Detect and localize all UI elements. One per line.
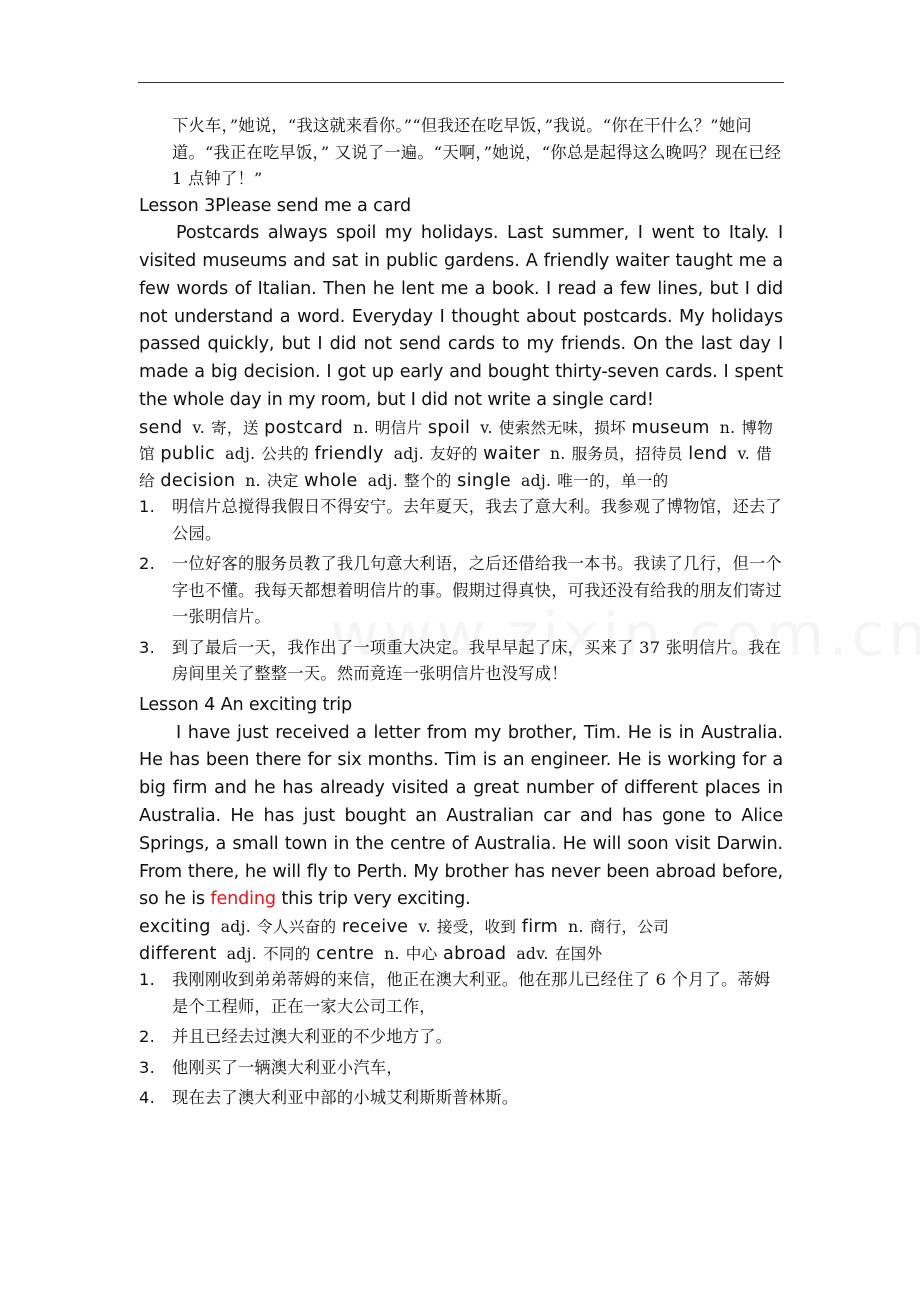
lesson3-passage: Postcards always spoil my holidays. Last summer, I went to Italy. I visited museums and sat in public gardens. A friendly waiter taught me a few words of Italian. Then he lent me a book. I read a few lines, but I did not understand a word. Everyday I thought about postcards. My holidays passed quickly, but I did not send cards to my friends. On the last day I made a big decision. I got up early and bought thirty-seven cards. I spent the whole day in my room, but I did not write a single card!: [139, 223, 783, 411]
vocab-word: museum: [631, 417, 710, 438]
item-text: 现在去了澳大利亚中部的小城艾利斯斯普林斯。: [172, 1088, 519, 1108]
vocab-pos: n.: [719, 418, 736, 437]
item-text: 我刚刚收到弟弟蒂姆的来信，他正在澳大利亚。他在那儿已经住了 6 个月了。蒂姆是个工程师，正在一家大公司工作，: [172, 970, 771, 1016]
vocab-meaning: 使索然无味，损坏: [498, 418, 626, 437]
vocab-pos: v.: [418, 918, 431, 937]
translation-item: [139, 1085, 783, 1112]
vocab-pos: adj.: [367, 471, 398, 490]
vocab-meaning: 令人兴奋的: [256, 918, 337, 937]
vocab-word: exciting: [139, 917, 211, 938]
item-number: 2.: [139, 554, 156, 574]
vocab-pos: adj.: [225, 445, 256, 464]
vocab-word: different: [139, 943, 217, 964]
vocab-word: lend: [688, 444, 728, 465]
vocab-meaning: 唯一的，单一的: [557, 471, 669, 490]
translation-item: [139, 494, 783, 547]
lesson3-translations: [139, 494, 783, 688]
lesson4-title: Lesson 4 An exciting trip: [139, 694, 353, 715]
lesson4-translations: [139, 967, 783, 1112]
vocab-meaning: 服务员，招待员: [571, 445, 683, 464]
vocab-meaning: 寄，送: [211, 418, 259, 437]
vocab-pos: n.: [353, 418, 369, 437]
translation-item: [139, 551, 783, 631]
item-number: 3.: [139, 1057, 156, 1077]
vocab-pos: v.: [737, 445, 751, 464]
vocab-word: abroad: [443, 943, 507, 964]
translation-item: [139, 967, 783, 1020]
item-text: 一位好客的服务员教了我几句意大利语，之后还借给我一本书。我读了几行，但一个字也不懂。我每天都想着明信片的事。假期过得真快，可我还没有给我的朋友们寄过一张明信片。: [172, 554, 783, 627]
vocab-word: send: [139, 417, 183, 438]
lesson4-passage-before: I have just received a letter from my brother, Tim. He is in Australia. He has been there for six months. Tim is an engineer. He is working for a big firm and he has already visited a great number of different places in Australia. He has just bought an Australian car and has gone to Alice Springs, a small town in the centre of Australia. He will soon visit Darwin. From there, he will fly to Perth. My brother has never been abroad before, so he is: [139, 722, 783, 910]
vocab-word: spoil: [427, 417, 471, 438]
intro-paragraph: 下火车，”她说，“我这就来看你。”“但我还在吃早饭，”我说。“你在干什么？”她问道。“我正在吃早饭，” 又说了一遍。“天啊，”她说，“你总是起得这么晚吗？现在已经 1 点钟了！”: [172, 116, 782, 188]
vocab-word: centre: [316, 943, 375, 964]
vocab-pos: adv.: [516, 944, 549, 963]
vocab-pos: n.: [549, 445, 566, 464]
vocab-meaning: 明信片: [374, 418, 423, 437]
document-page: [139, 113, 783, 1116]
vocab-pos: n.: [568, 918, 584, 937]
item-number: 4.: [139, 1088, 156, 1108]
vocab-pos: adj.: [226, 944, 257, 963]
vocab-pos: adj.: [521, 471, 552, 490]
vocab-word: single: [457, 470, 511, 491]
lesson4-passage-highlight: fending: [210, 889, 276, 910]
lesson3-title: Lesson 3Please send me a card: [139, 195, 412, 216]
item-number: 1.: [139, 497, 156, 517]
lesson4-vocab: [139, 914, 783, 967]
header-rule: [138, 82, 784, 83]
vocab-pos: adj.: [220, 918, 251, 937]
vocab-pos: n.: [245, 471, 261, 490]
item-text: 他刚买了一辆澳大利亚小汽车，: [172, 1057, 403, 1077]
vocab-meaning: 博物馆: [139, 418, 774, 464]
vocab-pos: adj.: [393, 445, 424, 464]
vocab-word: receive: [341, 917, 409, 938]
vocab-word: whole: [304, 470, 358, 491]
vocab-meaning: 在国外: [554, 944, 603, 963]
item-text: 并且已经去过澳大利亚的不少地方了。: [172, 1027, 453, 1047]
vocab-word: friendly: [314, 444, 384, 465]
vocab-meaning: 整个的: [403, 471, 452, 490]
lesson4-passage-after: this trip very exciting.: [281, 889, 471, 910]
translation-item: [139, 1024, 783, 1051]
lesson4-passage: [139, 720, 783, 915]
vocab-pos: n.: [384, 944, 400, 963]
vocab-meaning: 友好的: [429, 445, 478, 464]
vocab-word: firm: [521, 917, 559, 938]
vocab-meaning: 商行，公司: [589, 918, 670, 937]
item-number: 1.: [139, 970, 156, 990]
vocab-meaning: 借给: [139, 445, 772, 490]
item-text: 明信片总搅得我假日不得安宁。去年夏天，我去了意大利。我参观了博物馆，还去了公园。: [172, 497, 783, 543]
translation-item: [139, 1055, 783, 1082]
translation-item: [139, 635, 783, 688]
item-number: 3.: [139, 637, 156, 657]
vocab-meaning: 不同的: [262, 944, 311, 963]
item-text: 到了最后一天，我作出了一项重大决定。我早早起了床，买来了 37 张明信片。我在房间里关了整整一天。然而竟连一张明信片也没写成！: [172, 637, 782, 684]
vocab-word: waiter: [483, 444, 540, 465]
vocab-word: decision: [160, 470, 236, 491]
vocab-pos: v.: [192, 418, 206, 437]
vocab-pos: v.: [480, 418, 493, 437]
vocab-word: postcard: [264, 417, 344, 438]
vocab-meaning: 决定: [266, 471, 299, 490]
item-number: 2.: [139, 1027, 156, 1047]
vocab-meaning: 中心: [405, 944, 438, 963]
lesson3-vocab: [139, 415, 783, 495]
vocab-word: public: [160, 444, 216, 465]
vocab-meaning: 公共的: [261, 445, 310, 464]
vocab-meaning: 接受，收到: [436, 918, 517, 937]
